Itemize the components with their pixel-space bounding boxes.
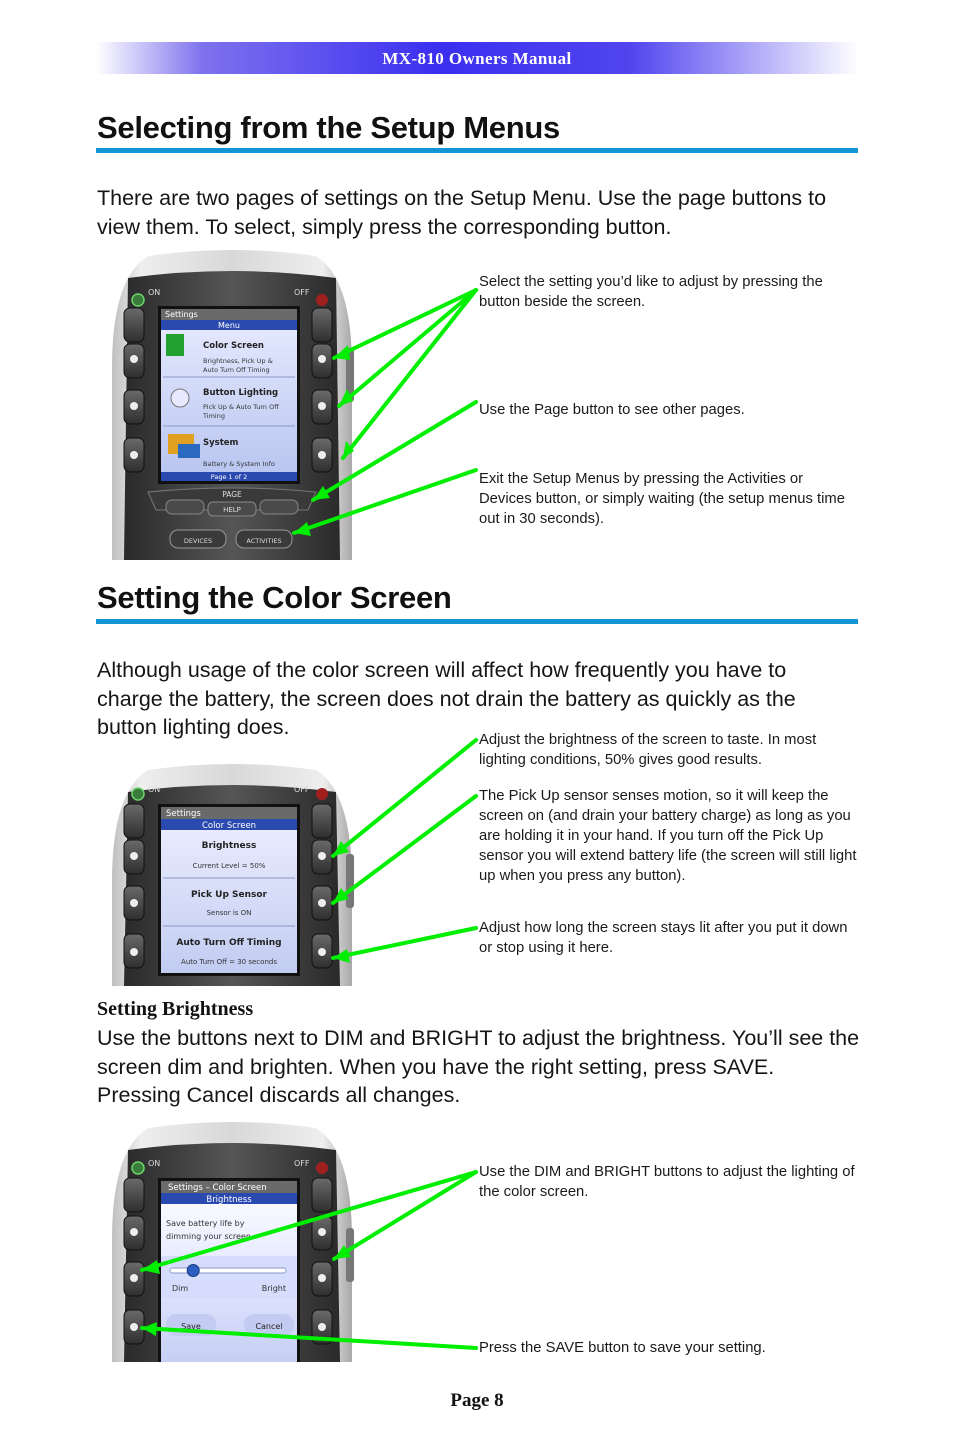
subheading-setting-brightness: Setting Brightness: [97, 998, 254, 1020]
color-screen-intro: Although usage of the color screen will affect how frequently you have to charge the battery, the screen does not drain the battery as quickly as the button lighting does.: [97, 658, 796, 739]
save-label: Save: [181, 1322, 201, 1331]
screen-title: Settings – Color Screen: [168, 1183, 267, 1193]
callout-select-setting: Select the setting you’d like to adjust by pressing the button beside the screen.: [479, 274, 823, 310]
bright-label: Bright: [261, 1284, 286, 1293]
on-label: ON: [148, 288, 161, 297]
callout-auto-turn-off: Adjust how long the screen stays lit after you put it down or stop using it here.: [479, 920, 848, 956]
setup-menus-intro: There are two pages of settings on the Setup Menu. Use the page buttons to view them. To select, simply press the corresponding button.: [97, 186, 827, 239]
off-label: OFF: [294, 1159, 310, 1168]
menu-item-desc: Battery & System Info: [203, 460, 275, 468]
remote-color-screen-image: [108, 762, 356, 986]
screen-title: Settings: [165, 310, 198, 319]
callout-exit-setup: Exit the Setup Menus by pressing the Activities or Devices button, or simply waiting (the setup menus time out in 30 seconds).: [479, 471, 845, 527]
message-line: dimming your screen.: [166, 1232, 254, 1241]
setting-value: Auto Turn Off = 30 seconds: [181, 958, 277, 966]
cancel-label: Cancel: [255, 1322, 283, 1331]
menu-item-desc: Pick Up & Auto Turn Off: [203, 403, 279, 411]
screen-subtitle: Color Screen: [201, 821, 257, 831]
callout-save: Press the SAVE button to save your setting.: [479, 1340, 766, 1356]
setting-title: Pick Up Sensor: [191, 890, 267, 900]
callout-brightness: Adjust the brightness of the screen to taste. In most lighting conditions, 50% gives good results.: [479, 732, 817, 768]
setting-brightness-intro: Use the buttons next to DIM and BRIGHT to adjust the brightness. You’ll see the screen dim and brighten. When you have the right setting, press SAVE. Pressing Cancel discards all changes.: [97, 1026, 860, 1107]
menu-item-desc: Timing: [203, 412, 225, 420]
callout-dim-bright: Use the DIM and BRIGHT buttons to adjust the lighting of the color screen.: [479, 1164, 855, 1200]
page-number: Page 8: [450, 1390, 504, 1411]
screen-title: Settings: [166, 809, 201, 819]
on-label: ON: [148, 1159, 161, 1168]
arrow-line: [343, 290, 476, 458]
message-line: Save battery life by: [166, 1219, 245, 1228]
setting-title: Auto Turn Off Timing: [176, 938, 282, 948]
activities-label: ACTIVITIES: [246, 537, 282, 545]
screen-subtitle: Menu: [218, 321, 240, 330]
slider-knob: [187, 1265, 199, 1277]
setting-value: Current Level = 50%: [192, 862, 266, 870]
devices-label: DEVICES: [183, 537, 213, 545]
arrow-line: [339, 290, 476, 406]
menu-item-desc: Auto Turn Off Timing: [203, 366, 270, 374]
off-label: OFF: [294, 785, 310, 794]
setting-title: Brightness: [201, 841, 257, 851]
page-label: PAGE: [222, 490, 242, 499]
remote-brightness-image: [108, 1120, 356, 1362]
help-label: HELP: [223, 506, 241, 514]
menu-item-title: Button Lighting: [203, 388, 279, 398]
heading-rule: [96, 619, 858, 624]
callout-pick-up-sensor: The Pick Up sensor senses motion, so it will keep the screen on (and drain your battery charge) as long as you are holding it in your hand. If you turn off the Pick Up sensor you will extend battery life (the screen will still light up when you press any button).: [479, 788, 857, 884]
screen-subtitle: Brightness: [206, 1195, 252, 1205]
off-label: OFF: [294, 288, 310, 297]
dim-label: Dim: [172, 1284, 189, 1293]
menu-item-desc: Brightness, Pick Up &: [203, 357, 273, 365]
section-heading-setup-menus: Selecting from the Setup Menus: [97, 110, 560, 145]
heading-rule: [96, 148, 858, 153]
menu-item-title: System: [203, 438, 239, 448]
on-label: ON: [148, 785, 161, 794]
page-indicator: Page 1 of 2: [210, 473, 248, 481]
manual-title: MX-810 Owners Manual: [382, 49, 572, 68]
menu-item-title: Color Screen: [203, 341, 264, 351]
header-bar: [96, 42, 858, 74]
remote-setup-menu-image: [108, 248, 356, 560]
callout-page-button: Use the Page button to see other pages.: [479, 402, 745, 418]
setting-value: Sensor is ON: [206, 909, 252, 917]
section-heading-color-screen: Setting the Color Screen: [97, 580, 452, 615]
